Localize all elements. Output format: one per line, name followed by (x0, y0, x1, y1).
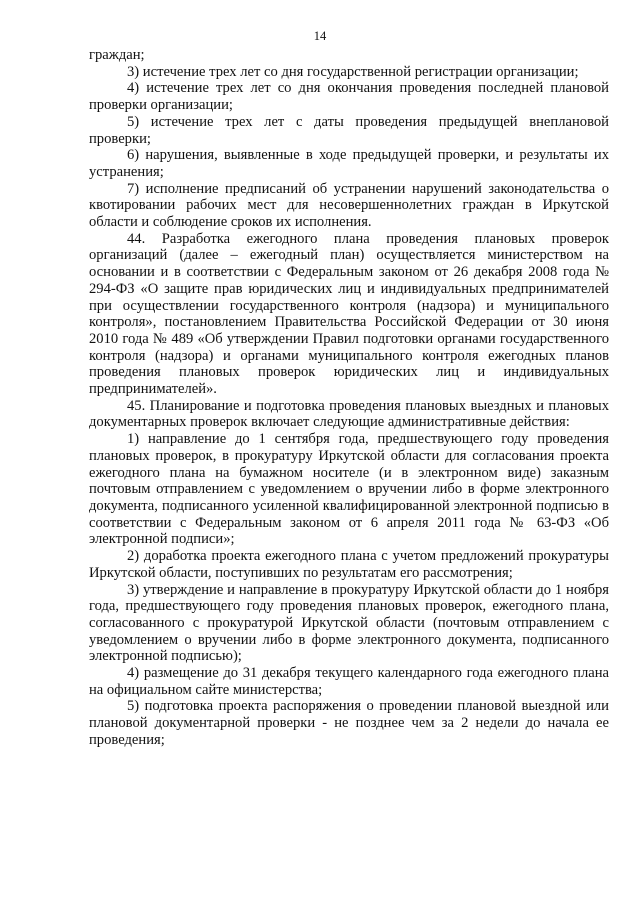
paragraph: 44. Разработка ежегодного плана проведения плановых проверок организаций (далее – ежегодный план) осуществляется министерством на основании и в соответствии с Федеральным законом от 26 декабря 2008 года № 294-ФЗ «О защите прав юридических лиц и индивидуальных предпринимателей при осуществлении государственного контроля (надзора) и муниципального контроля», постановлением Правительства Российской Федерации от 30 июня 2010 года № 489 «Об утверждении Правил подготовки органами государственного контроля (надзора) и органами муниципального контроля ежегодных планов проведения плановых проверок юридических лиц и индивидуальных предпринимателей». (89, 230, 609, 398)
paragraph: 5) истечение трех лет с даты проведения предыдущей внеплановой проверки; (89, 113, 609, 147)
paragraph: граждан; (89, 47, 145, 63)
paragraph: 5) подготовка проекта распоряжения о проведении плановой выездной или плановой документарной проверки - не позднее чем за 2 недели до начала ее проведения; (89, 698, 609, 748)
paragraph: 4) размещение до 31 декабря текущего календарного года ежегодного плана на официальном сайте министерства; (89, 665, 609, 698)
paragraph: 6) нарушения, выявленные в ходе предыдущей проверки, и результаты их устранения; (89, 147, 609, 180)
paragraph: 3) утверждение и направление в прокуратуру Иркутской области до 1 ноября года, предшествующего году проведения плановых проверок, ежегодного плана, согласованного с прокуратурой Иркутской области (почтовым отправлением с уведомлением о вручении либо в форме электронного документа, подписанного электронной подписью); (89, 581, 609, 665)
paragraph: 7) исполнение предписаний об устранении нарушений законодательства о квотировании рабочих мест для несовершеннолетних граждан в Иркутской области и соблюдение сроков их исполнения. (89, 180, 609, 231)
document-body (89, 47, 609, 749)
paragraph: 45. Планирование и подготовка проведения плановых выездных и плановых документарных проверок включает следующие административные действия: (89, 397, 609, 431)
paragraph: 2) доработка проекта ежегодного плана с учетом предложений прокуратуры Иркутской области, поступивших по результатам его рассмотрения; (89, 548, 609, 581)
paragraph: 1) направление до 1 сентября года, предшествующего году проведения плановых проверок, в прокуратуру Иркутской области для согласования проекта ежегодного плана на бумажном носителе (и в электронном виде) заказным почтовым отправлением с уведомлением о вручении либо в форме электронного документа, подписанного усиленной квалифицированной электронной подписью в соответствии с Федеральным законом от 6 апреля 2011 года № 63-ФЗ «Об электронной подписи»; (89, 431, 609, 548)
paragraph: 3) истечение трех лет со дня государственной регистрации организации; (127, 63, 579, 80)
paragraph: 4) истечение трех лет со дня окончания проведения последней плановой проверки организации; (89, 80, 609, 114)
page-number: 14 (313, 29, 327, 43)
